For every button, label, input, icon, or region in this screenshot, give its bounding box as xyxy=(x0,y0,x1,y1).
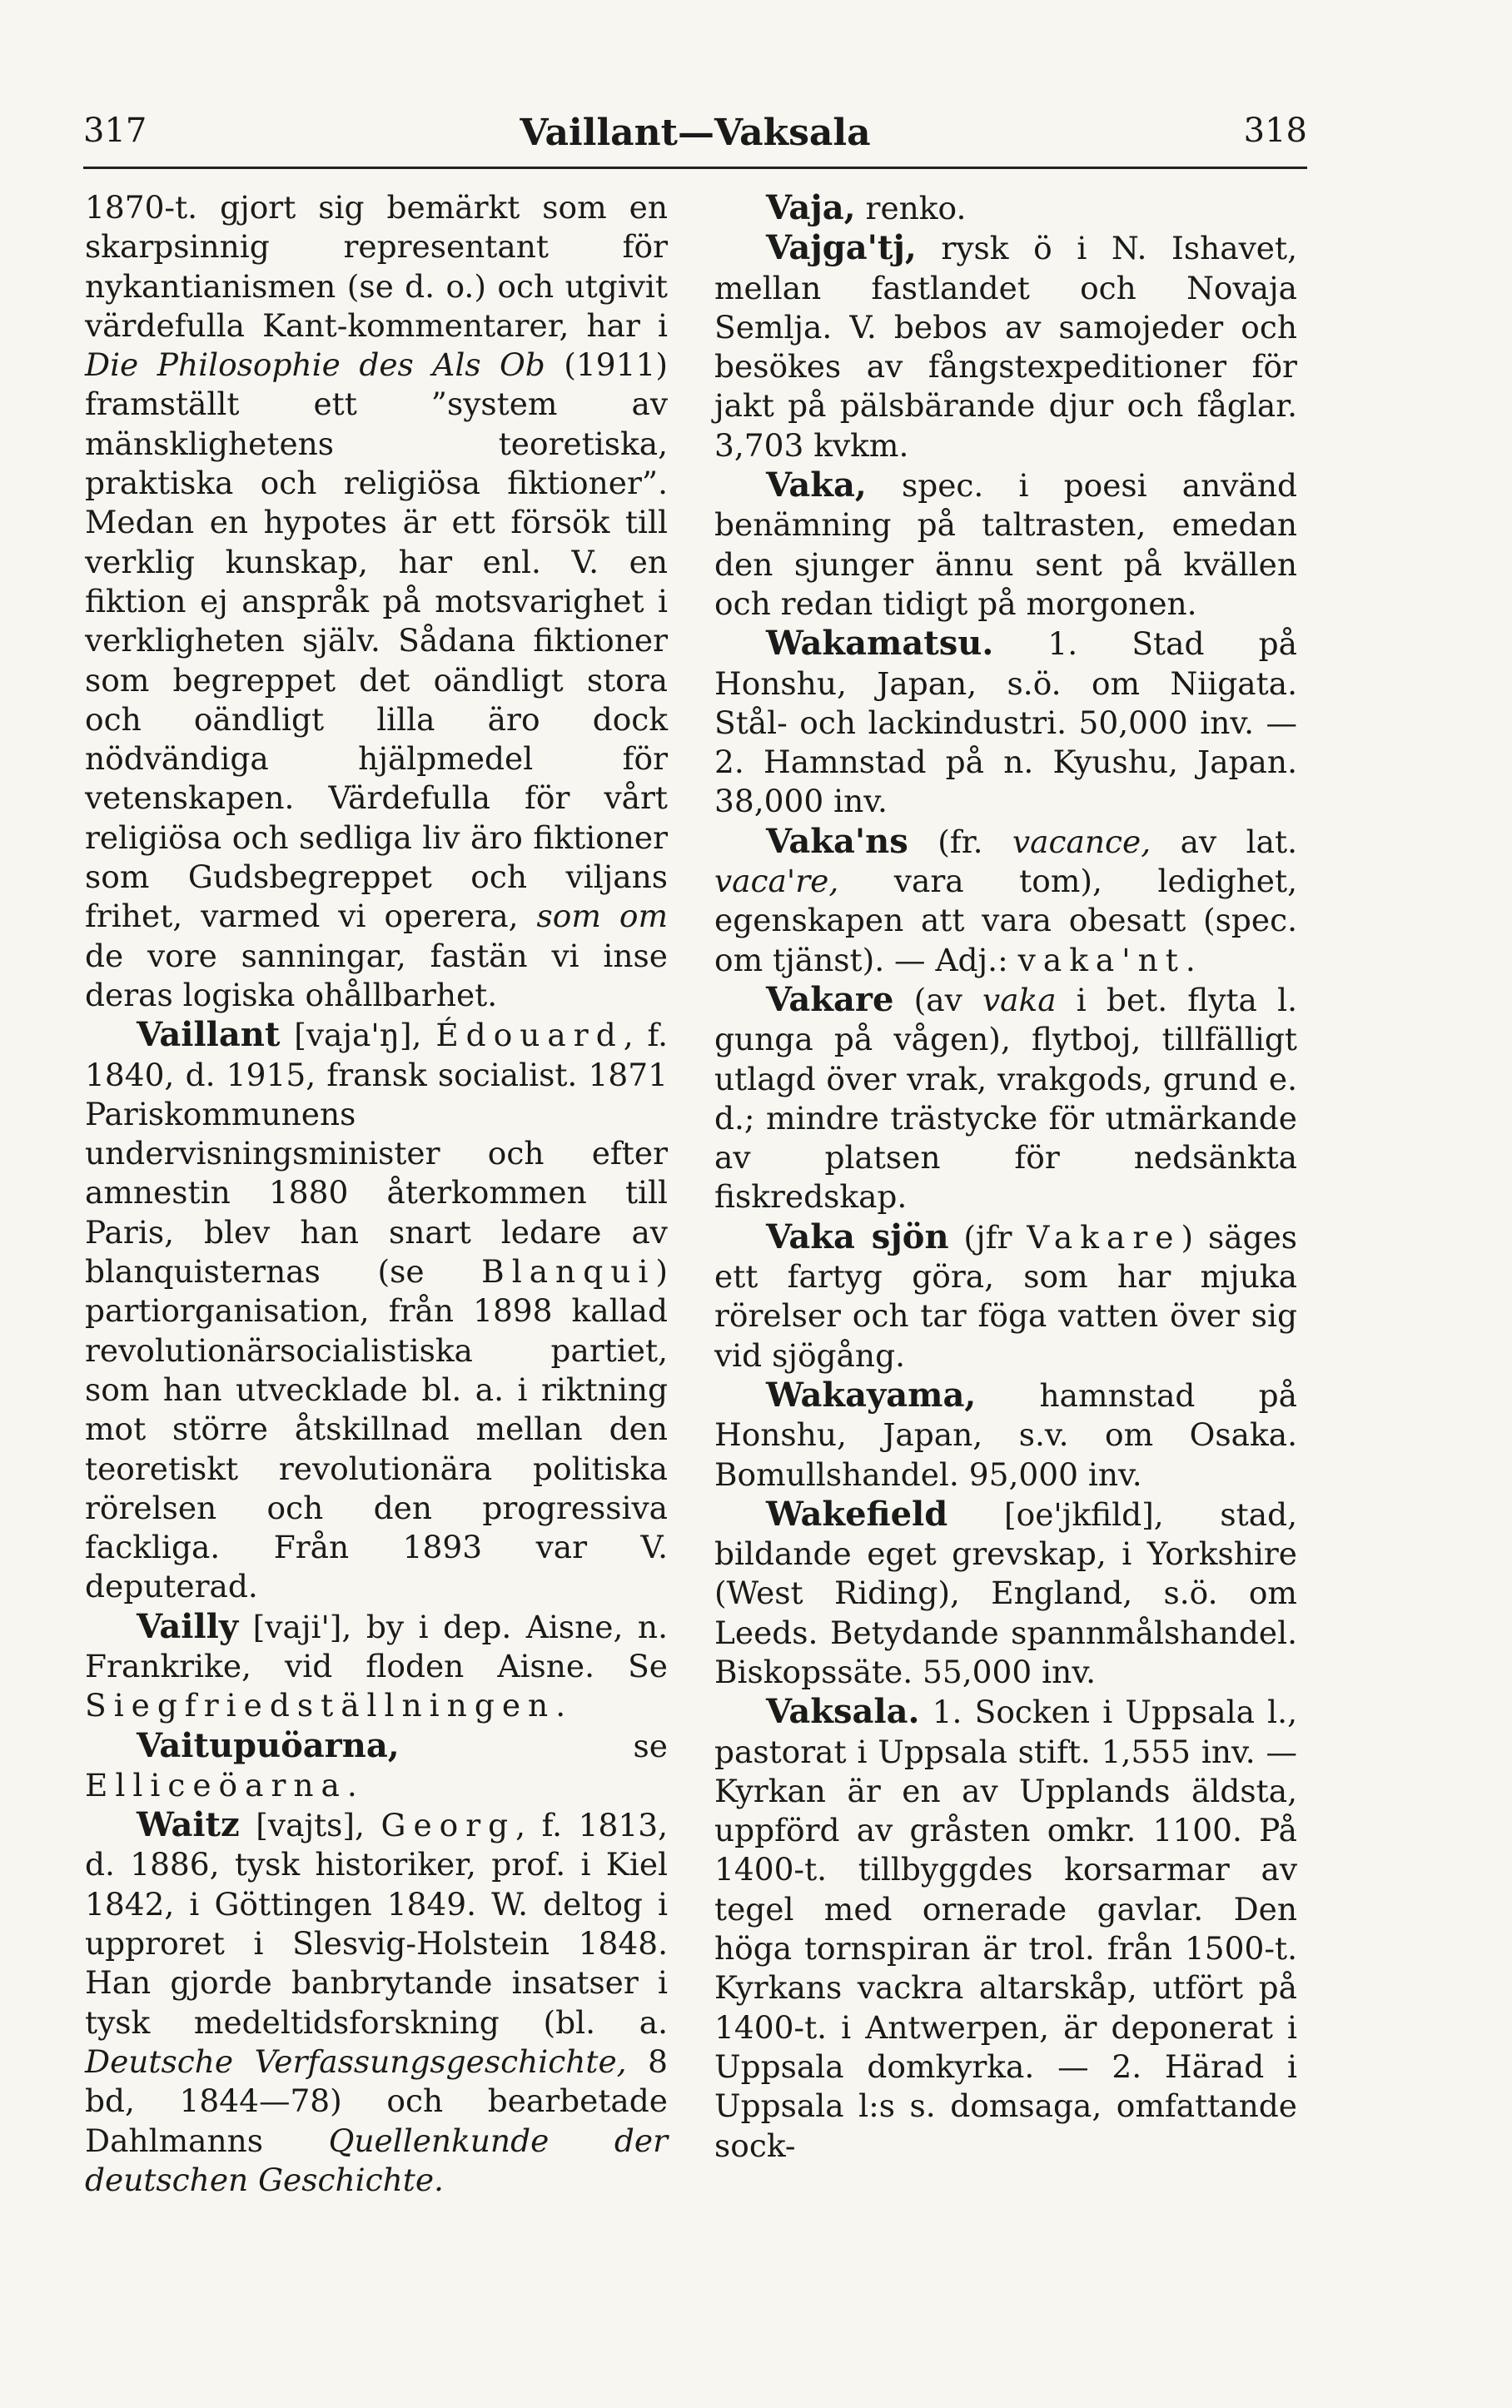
headword: Wakefield xyxy=(766,1494,948,1534)
headword: Vakare xyxy=(766,979,894,1019)
entry-vaka: Vaka, spec. i poesi använd benämning på taltrasten, emedan den sjunger ännu sent på kvällen och redan tidigt på morgonen. xyxy=(714,465,1297,622)
continued-entry-vaihinger: 1870-t. gjort sig bemärkt som en skarpsinnig representant för nykantianismen (se d. o.) och utgivit värdefulla Kant-kommentarer, har i Die Philosophie des Als Ob (1911) framställt ett ”system av mänsklighetens teoretiska, praktiska och religiösa fiktioner”. Medan en hypotes är ett försök till verklig kunskap, har enl. V. en fiktion ej anspråk på motsvarighet i verkligheten själv. Sådana fiktioner som begreppet det oändligt stora och oändligt lilla äro dock nödvändiga hjälpmedel för vetenskapen. Värdefulla för vårt religiösa och sedliga liv äro fiktioner som Gudsbegreppet och viljans frihet, varmed vi operera, som om de vore sanningar, fastän vi inse deras logiska ohållbarhet. xyxy=(85,189,668,1013)
header-rule xyxy=(83,167,1307,169)
headword: Vaka, xyxy=(766,465,867,505)
headword: Waitz xyxy=(137,1805,240,1845)
page-number-left: 317 xyxy=(83,112,147,150)
entry-vaitupuoarna: Vaitupuöarna, se Elliceöarna. xyxy=(85,1725,668,1804)
entry-waitz: Waitz [vajts], Georg, f. 1813, d. 1886, tysk historiker, prof. i Kiel 1842, i Göttingen 1849. W. deltog i upproret i Slesvig-Holstein 1848. Han gjorde banbrytande insatser i tysk medeltidsforskning (bl. a. Deutsche Verfassungsgeschichte, 8 bd, 1844—78) och bearbetade Dahlmanns Quellenkunde der deutschen Geschichte. xyxy=(85,1805,669,2198)
entry-vaja: Vaja, renko. xyxy=(766,188,967,227)
entry-wakayama: Wakayama, hamnstad på Honshu, Japan, s.v. om Osaka. Bomullshandel. 95,000 inv. xyxy=(714,1375,1297,1493)
entry-vakans: Vaka'ns (fr. vacance, av lat. vaca're, vara tom), ledighet, egenskapen att vara obesatt (spec. om tjänst). — Adj.: vaka'nt. xyxy=(714,821,1297,978)
entry-vaillant: Vaillant [vaja'ŋ], Édouard, f. 1840, d. 1915, fransk socialist. 1871 Pariskommunens undervisningsminister och efter amnestin 1880 återkommen till Paris, blev han snart ledare av blanquisternas (se Blanqui) partiorganisation, från 1898 kallad revolutionärsocialistiska partiet, som han utvecklade bl. a. i riktning mot större åtskillnad mellan den teoretiskt revolutionära politiska rörelsen och den progressiva fackliga. Från 1893 var V. deputerad. xyxy=(85,1015,668,1605)
entry-wakamatsu: Wakamatsu. 1. Stad på Honshu, Japan, s.ö. om Niigata. Stål- och lackindustri. 50,000 inv. — 2. Hamnstad på n. Kyushu, Japan. 38,000 inv. xyxy=(714,624,1297,820)
headword: Vaksala. xyxy=(766,1692,920,1732)
entry-vaka-sjon: Vaka sjön (jfr Vakare) säges ett fartyg göra, som har mjuka rörelser och tar föga vatten över sig vid sjögång. xyxy=(714,1216,1298,1374)
headword: Vaillant xyxy=(137,1015,281,1055)
left-column xyxy=(85,188,668,2200)
running-title: Vaillant—Vaksala xyxy=(520,112,871,154)
entry-vajgatj: Vajga'tj, rysk ö i N. Ishavet, mellan fastlandet och Novaja Semlja. V. bebos av samojeder och besökes av fångstexpeditioner för jakt på pälsbärande djur och fåglar. 3,703 kvkm. xyxy=(714,228,1297,464)
headword: Wakamatsu. xyxy=(766,624,994,664)
headword: Wakayama, xyxy=(766,1375,977,1415)
headword: Vaitupuöarna, xyxy=(137,1725,400,1765)
entry-vaksala: Vaksala. 1. Socken i Uppsala l., pastorat i Uppsala stift. 1,555 inv. — Kyrkan är en av Upplands äldsta, uppförd av gråsten omkr. 1100. På 1400-t. tillbyggdes korsarmar av tegel med ornerade gavlar. Den höga tornspiran är trol. från 1500-t. Kyrkans vackra altarskåp, utfört på 1400-t. i Antwerpen, är deponerat i Uppsala domkyrka. — 2. Härad i Uppsala l:s s. domsaga, omfattande sock- xyxy=(714,1692,1297,2164)
headword: Vaka'ns xyxy=(766,821,908,861)
entry-wakefield: Wakefield [oe'jkfild], stad, bildande eget grevskap, i Yorkshire (West Riding), England, s.ö. om Leeds. Betydande spannmålshandel. Biskopssäte. 55,000 inv. xyxy=(714,1494,1297,1690)
headword: Vajga'tj, xyxy=(766,228,917,268)
entry-vakare: Vakare (av vaka i bet. flyta l. gunga på vågen), flytboj, tillfälligt utlagd över vrak, vrakgods, grund e. d.; mindre trästycke för utmärkande av platsen för nedsänkta fiskredskap. xyxy=(714,979,1298,1216)
headword: Vaja, xyxy=(766,188,856,227)
right-column xyxy=(714,188,1297,2166)
page-number-right: 318 xyxy=(1243,112,1307,150)
headword: Vaka sjön xyxy=(766,1216,949,1256)
entry-vailly: Vailly [vaji'], by i dep. Aisne, n. Frankrike, vid floden Aisne. Se Siegfriedställningen. xyxy=(85,1606,668,1724)
headword: Vailly xyxy=(137,1606,239,1646)
running-header xyxy=(83,107,1307,157)
